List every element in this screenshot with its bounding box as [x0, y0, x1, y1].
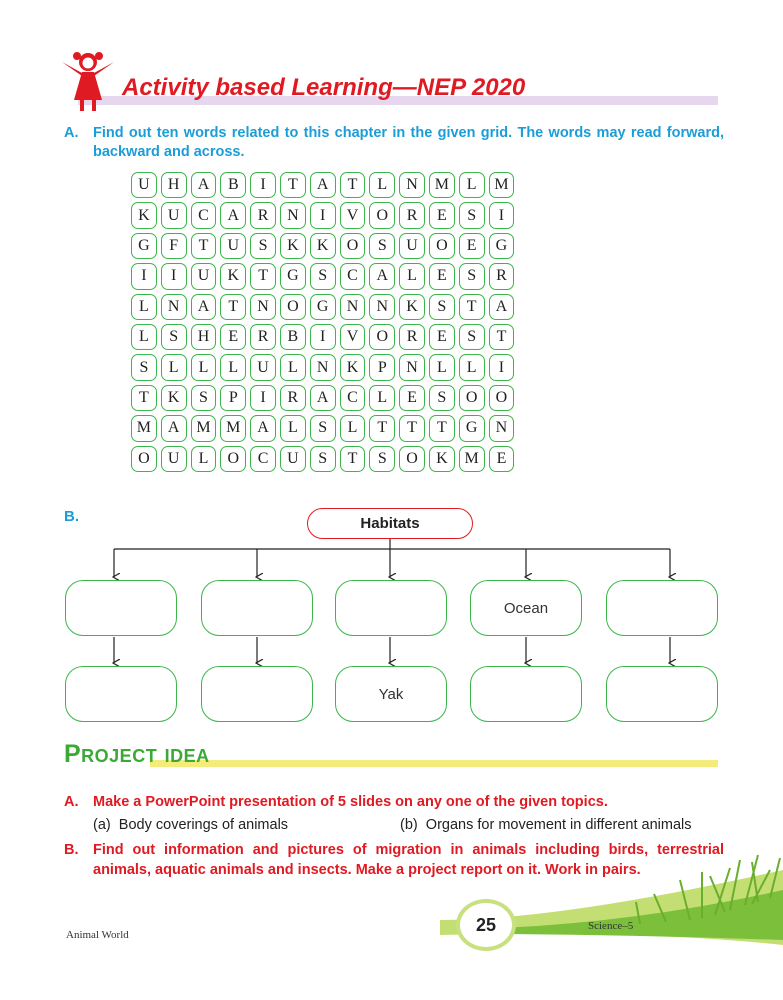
grid-cell[interactable]: O — [369, 202, 395, 228]
question-a — [64, 124, 724, 162]
grid-cell[interactable]: N — [310, 354, 336, 380]
grid-cell[interactable]: R — [489, 263, 515, 289]
grid-cell[interactable]: P — [220, 385, 246, 411]
grid-cell[interactable]: T — [340, 446, 366, 472]
project-item-a — [64, 792, 724, 812]
grid-cell[interactable]: F — [161, 233, 187, 259]
grid-cell[interactable]: S — [310, 446, 336, 472]
grid-cell[interactable]: C — [191, 202, 217, 228]
grid-cell[interactable]: A — [220, 202, 246, 228]
animal-box-4[interactable] — [470, 666, 582, 722]
grid-cell[interactable]: M — [429, 172, 455, 198]
grid-cell[interactable]: L — [429, 354, 455, 380]
grid-cell[interactable]: T — [340, 172, 366, 198]
grid-cell[interactable]: T — [489, 324, 515, 350]
grid-cell[interactable]: S — [161, 324, 187, 350]
habitat-box-1[interactable] — [65, 580, 177, 636]
grid-cell[interactable]: V — [340, 202, 366, 228]
grid-cell[interactable]: B — [280, 324, 306, 350]
grid-cell[interactable]: K — [131, 202, 157, 228]
grid-cell[interactable]: E — [459, 233, 485, 259]
grid-cell[interactable]: U — [220, 233, 246, 259]
grid-cell[interactable]: N — [369, 294, 395, 320]
grid-cell[interactable]: R — [399, 324, 425, 350]
grid-cell[interactable]: L — [369, 172, 395, 198]
page-number-badge: 25 — [456, 899, 516, 951]
grid-cell[interactable]: T — [280, 172, 306, 198]
page-title: Activity based Learning—NEP 2020 — [122, 74, 526, 101]
grid-cell[interactable]: M — [131, 415, 157, 441]
grid-cell[interactable]: U — [191, 263, 217, 289]
habitats-root-box: Habitats — [307, 508, 473, 539]
grid-cell[interactable]: O — [459, 385, 485, 411]
grid-cell[interactable]: L — [191, 446, 217, 472]
grid-cell[interactable]: I — [489, 202, 515, 228]
grid-cell[interactable]: E — [429, 263, 455, 289]
grid-cell[interactable]: S — [459, 263, 485, 289]
grid-cell[interactable]: N — [399, 354, 425, 380]
grid-cell[interactable]: R — [250, 324, 276, 350]
grid-cell[interactable]: I — [310, 202, 336, 228]
footer-book-title: Animal World — [66, 929, 129, 941]
grid-cell[interactable]: U — [250, 354, 276, 380]
grid-cell[interactable]: L — [220, 354, 246, 380]
option-b-label: (b) — [400, 817, 418, 833]
grid-cell[interactable]: L — [191, 354, 217, 380]
grid-cell[interactable]: S — [429, 294, 455, 320]
grid-cell[interactable]: T — [131, 385, 157, 411]
animal-box-1[interactable] — [65, 666, 177, 722]
grid-cell[interactable]: M — [489, 172, 515, 198]
grid-cell[interactable]: R — [399, 202, 425, 228]
grid-cell[interactable]: C — [340, 263, 366, 289]
grid-cell[interactable]: O — [369, 324, 395, 350]
grid-cell[interactable]: S — [250, 233, 276, 259]
grid-cell[interactable]: T — [399, 415, 425, 441]
project-item-b-label: B. — [64, 842, 79, 858]
grid-cell[interactable]: K — [399, 294, 425, 320]
grid-cell[interactable]: I — [250, 172, 276, 198]
grid-cell[interactable]: T — [220, 294, 246, 320]
question-a-text: Find out ten words related to this chapter in the given grid. The words may read forward, backward and across. — [93, 125, 724, 160]
grid-cell[interactable]: U — [399, 233, 425, 259]
grid-cell[interactable]: G — [131, 233, 157, 259]
grid-cell[interactable]: O — [220, 446, 246, 472]
grid-cell[interactable]: M — [459, 446, 485, 472]
grid-cell[interactable]: E — [429, 202, 455, 228]
grid-cell[interactable]: L — [161, 354, 187, 380]
grid-cell[interactable]: K — [280, 233, 306, 259]
grid-cell[interactable]: T — [250, 263, 276, 289]
grid-cell[interactable]: G — [459, 415, 485, 441]
grid-cell[interactable]: T — [459, 294, 485, 320]
grid-cell[interactable]: L — [280, 415, 306, 441]
grid-cell[interactable]: I — [250, 385, 276, 411]
grid-cell[interactable]: L — [131, 294, 157, 320]
option-b-text: Organs for movement in different animals — [425, 817, 692, 833]
grid-cell[interactable]: S — [459, 202, 485, 228]
grid-cell[interactable]: S — [191, 385, 217, 411]
grid-cell[interactable]: G — [489, 233, 515, 259]
grid-cell[interactable]: M — [191, 415, 217, 441]
grid-cell[interactable]: H — [191, 324, 217, 350]
question-a-label: A. — [64, 125, 79, 141]
project-item-a-label: A. — [64, 794, 79, 810]
grid-cell[interactable]: K — [310, 233, 336, 259]
grid-cell[interactable]: L — [280, 354, 306, 380]
grid-cell[interactable]: K — [161, 385, 187, 411]
grid-cell[interactable]: C — [340, 385, 366, 411]
grid-cell[interactable]: L — [131, 324, 157, 350]
grid-cell[interactable]: P — [369, 354, 395, 380]
grid-cell[interactable]: K — [220, 263, 246, 289]
grid-cell[interactable]: O — [280, 294, 306, 320]
grid-cell[interactable]: A — [310, 172, 336, 198]
option-b — [400, 817, 691, 833]
grid-cell[interactable]: S — [369, 446, 395, 472]
footer-subject: Science–5 — [588, 920, 634, 932]
grid-cell[interactable]: U — [280, 446, 306, 472]
grid-cell[interactable]: N — [340, 294, 366, 320]
grid-cell[interactable]: S — [310, 263, 336, 289]
animal-box-5[interactable] — [606, 666, 718, 722]
grid-cell[interactable]: S — [459, 324, 485, 350]
grid-cell[interactable]: T — [429, 415, 455, 441]
animal-box-3[interactable]: Yak — [335, 666, 447, 722]
grid-cell[interactable]: I — [131, 263, 157, 289]
girl-mascot-icon — [58, 48, 118, 112]
grid-cell[interactable]: E — [489, 446, 515, 472]
grid-cell[interactable]: U — [131, 172, 157, 198]
grid-cell[interactable]: K — [340, 354, 366, 380]
animal-box-2[interactable] — [201, 666, 313, 722]
grid-cell[interactable]: A — [369, 263, 395, 289]
grid-cell[interactable]: N — [280, 202, 306, 228]
habitat-box-2[interactable] — [201, 580, 313, 636]
project-underline — [150, 760, 718, 767]
grid-cell[interactable]: G — [310, 294, 336, 320]
grid-cell[interactable]: R — [280, 385, 306, 411]
grid-cell[interactable]: G — [280, 263, 306, 289]
grid-cell[interactable]: K — [429, 446, 455, 472]
grid-cell[interactable]: L — [459, 354, 485, 380]
grid-cell[interactable]: U — [161, 202, 187, 228]
grid-cell[interactable]: A — [489, 294, 515, 320]
grid-cell[interactable]: L — [369, 385, 395, 411]
project-idea-heading: Project idea — [64, 740, 210, 768]
grid-cell[interactable]: U — [161, 446, 187, 472]
grid-cell[interactable]: V — [340, 324, 366, 350]
grid-cell[interactable]: R — [250, 202, 276, 228]
grid-cell[interactable]: I — [161, 263, 187, 289]
option-a-label: (a) — [93, 817, 111, 833]
grid-cell[interactable]: S — [429, 385, 455, 411]
word-search-grid — [129, 170, 516, 474]
grid-cell[interactable]: I — [310, 324, 336, 350]
option-a-text: Body coverings of animals — [118, 817, 289, 833]
grid-cell[interactable]: T — [191, 233, 217, 259]
grid-cell[interactable]: E — [429, 324, 455, 350]
grid-cell[interactable]: S — [310, 415, 336, 441]
grid-cell[interactable]: L — [399, 263, 425, 289]
grid-cell[interactable]: O — [131, 446, 157, 472]
question-b-label: B. — [64, 508, 79, 525]
grid-cell[interactable]: M — [220, 415, 246, 441]
grid-cell[interactable]: N — [161, 294, 187, 320]
grid-cell[interactable]: H — [161, 172, 187, 198]
grid-cell[interactable]: S — [369, 233, 395, 259]
grid-cell[interactable]: A — [191, 172, 217, 198]
grid-cell[interactable]: A — [191, 294, 217, 320]
grid-cell[interactable]: N — [489, 415, 515, 441]
grid-cell[interactable]: I — [489, 354, 515, 380]
habitat-box-4[interactable]: Ocean — [470, 580, 582, 636]
grid-cell[interactable]: A — [250, 415, 276, 441]
habitat-box-5[interactable] — [606, 580, 718, 636]
grid-cell[interactable]: L — [340, 415, 366, 441]
grid-cell[interactable]: A — [310, 385, 336, 411]
grid-cell[interactable]: N — [250, 294, 276, 320]
grid-cell[interactable]: N — [399, 172, 425, 198]
grid-cell[interactable]: L — [459, 172, 485, 198]
grid-cell[interactable]: O — [340, 233, 366, 259]
grid-cell[interactable]: B — [220, 172, 246, 198]
grid-cell[interactable]: S — [131, 354, 157, 380]
grid-cell[interactable]: E — [399, 385, 425, 411]
grid-cell[interactable]: A — [161, 415, 187, 441]
grid-cell[interactable]: O — [489, 385, 515, 411]
option-a — [93, 817, 288, 833]
project-item-a-text: Make a PowerPoint presentation of 5 slides on any one of the given topics. — [93, 794, 608, 810]
grid-cell[interactable]: T — [369, 415, 395, 441]
grid-cell[interactable]: E — [220, 324, 246, 350]
grid-cell[interactable]: O — [429, 233, 455, 259]
grid-cell[interactable]: C — [250, 446, 276, 472]
project-item-b-text: Find out information and pictures of migration in animals including birds, terrestrial animals, aquatic animals and insects. Make a project report on it. Work in pairs. — [93, 842, 724, 878]
habitat-box-3[interactable] — [335, 580, 447, 636]
grid-cell[interactable]: O — [399, 446, 425, 472]
